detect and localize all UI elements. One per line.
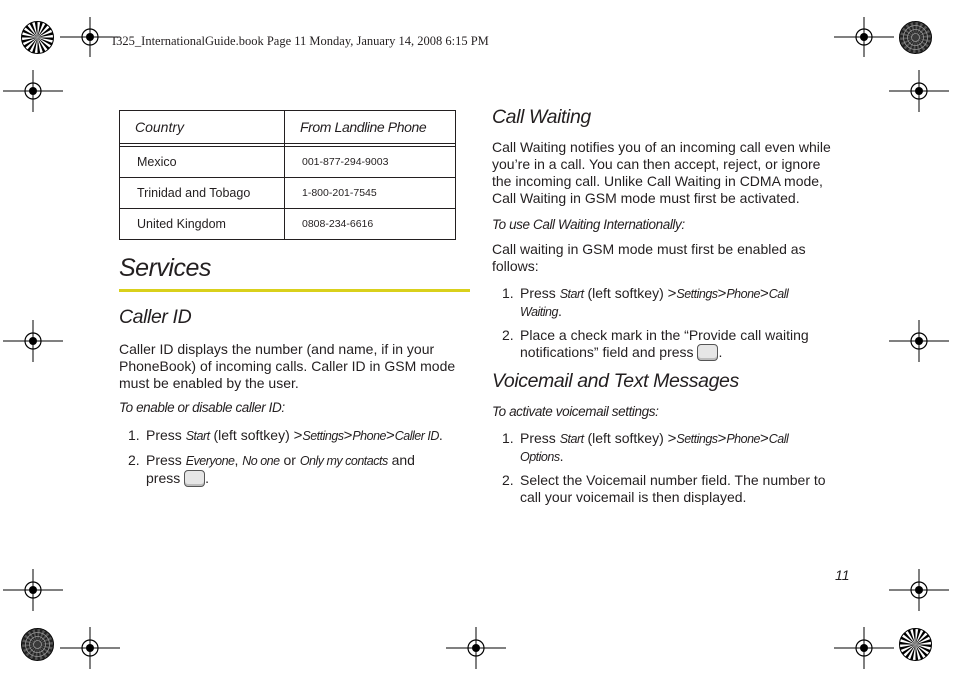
- menu-label: Options: [520, 450, 560, 464]
- phone-cell: 0808-234-6616: [285, 209, 456, 240]
- step-number: 1.: [502, 285, 514, 301]
- arrow: >: [667, 430, 677, 447]
- phone-cell: 1-800-201-7545: [285, 178, 456, 209]
- call-waiting-intro: To use Call Waiting Internationally:: [492, 217, 685, 232]
- text-line: Call Waiting notifies you of an incoming call even while: [492, 139, 831, 155]
- text: Select the Voicemail number field. The number to: [520, 472, 826, 488]
- registration-mark-icon: [60, 17, 120, 57]
- text: or: [279, 452, 300, 468]
- option-label: Everyone: [185, 454, 235, 468]
- softkey-button-icon: [697, 344, 718, 361]
- menu-label: Settings: [676, 432, 718, 446]
- option-label: No one: [242, 454, 280, 468]
- menu-label: Waiting: [520, 305, 558, 319]
- heading-caller-id: Caller ID: [119, 306, 192, 328]
- arrow: >: [717, 430, 727, 447]
- starburst-icon: [899, 628, 932, 661]
- registration-mark-icon: [889, 569, 949, 611]
- registration-mark-icon: [889, 320, 949, 362]
- text: .: [438, 427, 443, 443]
- text: (left softkey): [209, 427, 294, 443]
- text: Press: [146, 452, 186, 468]
- caller-id-body: [119, 341, 455, 392]
- text-line: the incoming call. Unlike Call Waiting in CDMA mode,: [492, 173, 823, 189]
- arrow: >: [717, 285, 727, 302]
- heading-call-waiting: Call Waiting: [492, 106, 591, 128]
- caller-id-step-2: [128, 452, 468, 486]
- registration-mark-icon: [3, 70, 63, 112]
- softkey-label: Start: [559, 287, 584, 301]
- step-number: 1.: [502, 430, 514, 446]
- step-text: [146, 452, 415, 487]
- arrow: >: [343, 427, 353, 444]
- step-text: [520, 472, 826, 506]
- text-line: follows:: [492, 258, 539, 274]
- text: .: [559, 448, 564, 464]
- table-header-row: [120, 111, 456, 144]
- registration-mark-icon: [834, 17, 894, 57]
- text: .: [557, 303, 562, 319]
- page-number: 11: [835, 567, 850, 583]
- voicemail-step-1: [502, 430, 847, 464]
- call-waiting-step-2: [502, 327, 847, 360]
- registration-mark-icon: [60, 627, 120, 669]
- menu-label: Caller ID: [394, 429, 439, 443]
- text: press: [146, 470, 185, 486]
- call-waiting-body-2: [492, 241, 806, 275]
- registration-mark-icon: [3, 569, 63, 611]
- text: .: [718, 344, 723, 360]
- text: .: [205, 470, 210, 486]
- section-title-services: Services: [119, 254, 211, 282]
- voicemail-step-2: [502, 472, 847, 505]
- step-number: 2.: [502, 327, 514, 343]
- phone-cell: 001-877-294-9003: [285, 147, 456, 178]
- text: (left softkey): [583, 285, 668, 301]
- country-table: [119, 110, 456, 240]
- table-row: [120, 209, 456, 240]
- column-header-landline: From Landline Phone: [285, 111, 456, 144]
- menu-label: Phone: [726, 287, 760, 301]
- call-waiting-step-1: [502, 285, 847, 319]
- section-rule: [119, 289, 470, 292]
- text: Press: [146, 427, 186, 443]
- step-text: [520, 285, 788, 321]
- caller-id-intro: To enable or disable caller ID:: [119, 400, 285, 415]
- arrow: >: [759, 430, 769, 447]
- menu-label: Phone: [726, 432, 760, 446]
- text-line: Caller ID displays the number (and name, if in your: [119, 341, 435, 357]
- menu-label: Call: [768, 432, 789, 446]
- text: notifications” field and press: [520, 344, 698, 360]
- softkey-label: Start: [185, 429, 210, 443]
- text: and: [387, 452, 415, 468]
- text: Press: [520, 430, 560, 446]
- text: Place a check mark in the “Provide call waiting: [520, 327, 809, 343]
- text: ,: [234, 452, 243, 468]
- text-line: you’re in a call. You can then accept, reject, or ignore: [492, 156, 821, 172]
- text: (left softkey): [583, 430, 668, 446]
- arrow: >: [759, 285, 769, 302]
- text: call your voicemail is then displayed.: [520, 489, 747, 505]
- country-cell: United Kingdom: [120, 209, 285, 240]
- menu-label: Settings: [676, 287, 718, 301]
- text: Press: [520, 285, 560, 301]
- text-line: must be enabled by the user.: [119, 375, 299, 391]
- menu-label: Call: [768, 287, 789, 301]
- menu-label: Phone: [352, 429, 386, 443]
- starburst-icon: [21, 21, 54, 54]
- step-text: [520, 327, 809, 361]
- step-text: [146, 427, 443, 445]
- registration-mark-icon: [889, 70, 949, 112]
- heading-voicemail: Voicemail and Text Messages: [492, 370, 739, 392]
- country-cell: Mexico: [120, 147, 285, 178]
- table-row: [120, 147, 456, 178]
- registration-mark-icon: [446, 627, 506, 669]
- country-cell: Trinidad and Tobago: [120, 178, 285, 209]
- caller-id-step-1: [128, 427, 468, 444]
- registration-mark-icon: [3, 320, 63, 362]
- menu-label: Settings: [302, 429, 344, 443]
- voicemail-intro: To activate voicemail settings:: [492, 404, 659, 419]
- step-number: 2.: [128, 452, 140, 468]
- text-line: PhoneBook) of incoming calls. Caller ID in GSM mode: [119, 358, 456, 374]
- call-waiting-body: [492, 139, 831, 207]
- arrow: >: [385, 427, 395, 444]
- arrow: >: [293, 427, 303, 444]
- step-text: [520, 430, 788, 466]
- step-number: 1.: [128, 427, 140, 443]
- arrow: >: [667, 285, 677, 302]
- text-line: Call waiting in GSM mode must first be enabled as: [492, 241, 806, 257]
- softkey-button-icon: [184, 470, 205, 487]
- option-label: Only my contacts: [299, 454, 388, 468]
- table-row: [120, 178, 456, 209]
- softkey-label: Start: [559, 432, 584, 446]
- registration-mark-icon: [834, 627, 894, 669]
- step-number: 2.: [502, 472, 514, 488]
- text-line: Call Waiting in GSM mode must first be activated.: [492, 190, 800, 206]
- print-header: I325_InternationalGuide.book Page 11 Monday, January 14, 2008 6:15 PM: [112, 34, 489, 48]
- column-header-country: Country: [120, 111, 285, 144]
- starburst-icon: [899, 21, 932, 54]
- starburst-icon: [21, 628, 54, 661]
